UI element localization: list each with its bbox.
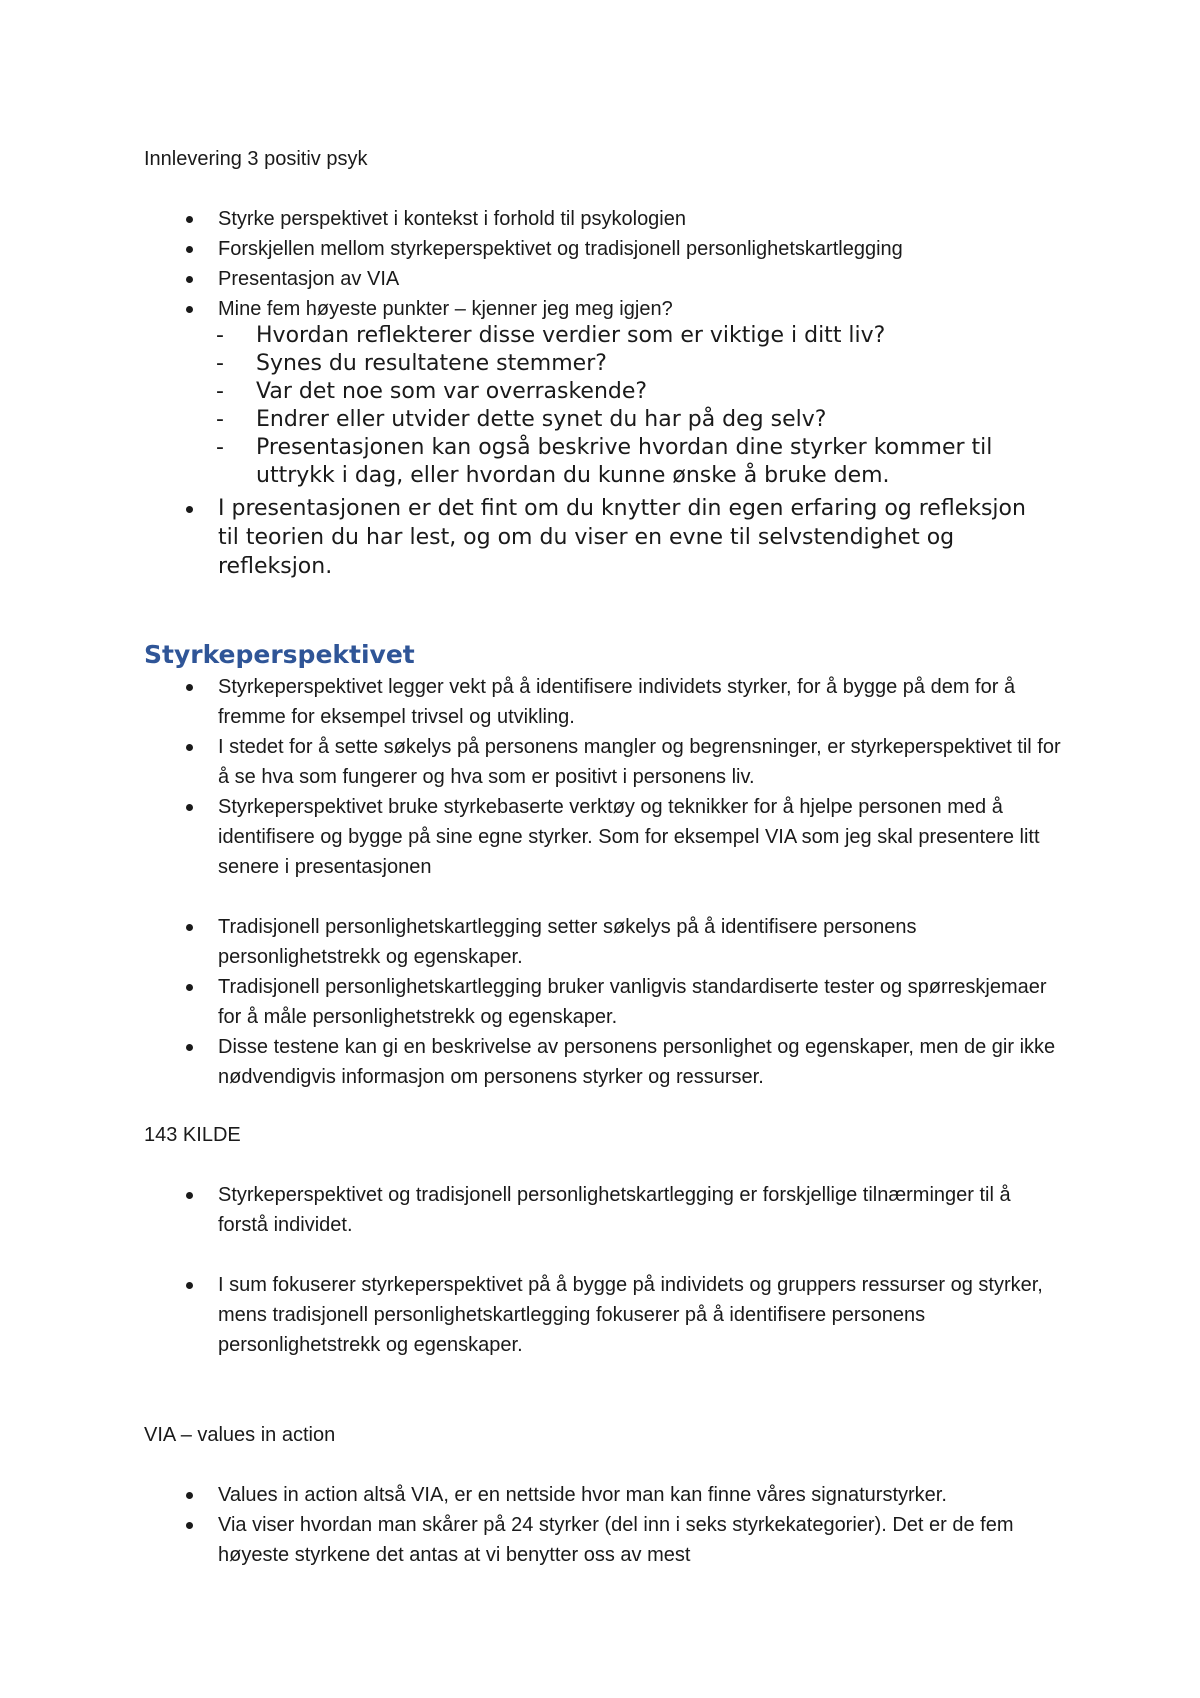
styrke-list: [144, 672, 1064, 882]
list-item: Tradisjonell personlighetskartlegging bruker vanligvis standardiserte tester og spørreskjemaer for å måle personlighetstrekk og egenskaper.: [144, 972, 1064, 1032]
list-item: I stedet for å sette søkelys på personens mangler og begrensninger, er styrkeperspektivet til for å se hva som fungerer og hva som er positivt i personens liv.: [144, 732, 1064, 792]
bullet-icon: [186, 1492, 193, 1499]
list-item: Forskjellen mellom styrkeperspektivet og tradisjonell personlighetskartlegging: [144, 234, 1064, 264]
bullet-icon: [186, 1282, 193, 1289]
via-heading: VIA – values in action: [144, 1424, 336, 1446]
list-item: Presentasjon av VIA: [144, 264, 1064, 294]
compare-list: [144, 1180, 1064, 1240]
dash-icon: -: [216, 323, 224, 348]
dash-icon: -: [216, 379, 224, 404]
sublist-item: - Hvordan reflekterer disse verdier som er viktige i ditt liv?: [216, 323, 886, 348]
list-item: Styrkeperspektivet bruke styrkebaserte verktøy og teknikker for å hjelpe personen med å identifisere og bygge på sine egne styrker. Som for eksempel VIA som jeg skal presentere litt senere i presentasjonen: [144, 792, 1064, 882]
trad-list: [144, 912, 1064, 1092]
bullet-icon: [186, 804, 193, 811]
bullet-icon: [186, 924, 193, 931]
question-sublist: [144, 322, 1024, 490]
list-item: Mine fem høyeste punkter – kjenner jeg meg igjen?: [144, 294, 1064, 324]
list-item: Tradisjonell personlighetskartlegging setter søkelys på å identifisere personens personlighetstrekk og egenskaper.: [144, 912, 1064, 972]
bullet-icon: [186, 1522, 193, 1529]
list-item: Styrke perspektivet i kontekst i forhold til psykologien: [144, 204, 1064, 234]
list-item: Values in action altså VIA, er en nettside hvor man kan finne våres signaturstyrker.: [144, 1480, 1064, 1510]
bullet-icon: [186, 744, 193, 751]
sublist-item: - Presentasjonen kan også beskrive hvordan dine styrker kommer til uttrykk i dag, eller hvordan du kunne ønske å bruke dem.: [216, 435, 993, 488]
bullet-icon: [186, 306, 193, 313]
bullet-icon: [186, 984, 193, 991]
list-item: I presentasjonen er det fint om du knytter din egen erfaring og refleksjon til teorien du har lest, og om du viser en evne til selvstendighet og refleksjon.: [144, 494, 1044, 581]
bullet-icon: [186, 216, 193, 223]
dash-icon: -: [216, 407, 224, 432]
bullet-icon: [186, 506, 193, 513]
document-title: Innlevering 3 positiv psyk: [144, 148, 368, 170]
list-item: Styrkeperspektivet og tradisjonell personlighetskartlegging er forskjellige tilnærminger til å forstå individet.: [144, 1180, 1064, 1240]
sublist-item: - Var det noe som var overraskende?: [216, 379, 648, 404]
bullet-icon: [186, 276, 193, 283]
sum-list: [144, 1270, 1064, 1360]
bullet-icon: [186, 1192, 193, 1199]
heading-styrkeperspektivet: Styrkeperspektivet: [144, 640, 415, 669]
list-item: Disse testene kan gi en beskrivelse av personens personlighet og egenskaper, men de gir ikke nødvendigvis informasjon om personens styrker og ressurser.: [144, 1032, 1064, 1092]
dash-icon: -: [216, 435, 224, 460]
bullet-icon: [186, 1044, 193, 1051]
bullet-icon: [186, 684, 193, 691]
list-item: Via viser hvordan man skårer på 24 styrker (del inn i seks styrkekategorier). Det er de fem høyeste styrkene det antas at vi benytter oss av mest: [144, 1510, 1064, 1570]
intro-list: [144, 204, 1064, 324]
sublist-item: - Endrer eller utvider dette synet du har på deg selv?: [216, 407, 827, 432]
dash-icon: -: [216, 351, 224, 376]
bullet-icon: [186, 246, 193, 253]
intro-last-list: [144, 494, 1044, 581]
list-item: Styrkeperspektivet legger vekt på å identifisere individets styrker, for å bygge på dem for å fremme for eksempel trivsel og utvikling.: [144, 672, 1064, 732]
kilde-note: 143 KILDE: [144, 1124, 241, 1146]
via-list: [144, 1480, 1064, 1570]
list-item: I sum fokuserer styrkeperspektivet på å bygge på individets og gruppers ressurser og styrker, mens tradisjonell personlighetskartlegging fokuserer på å identifisere personens personlighetstrekk og egenskaper.: [144, 1270, 1064, 1360]
sublist-item: - Synes du resultatene stemmer?: [216, 351, 607, 376]
